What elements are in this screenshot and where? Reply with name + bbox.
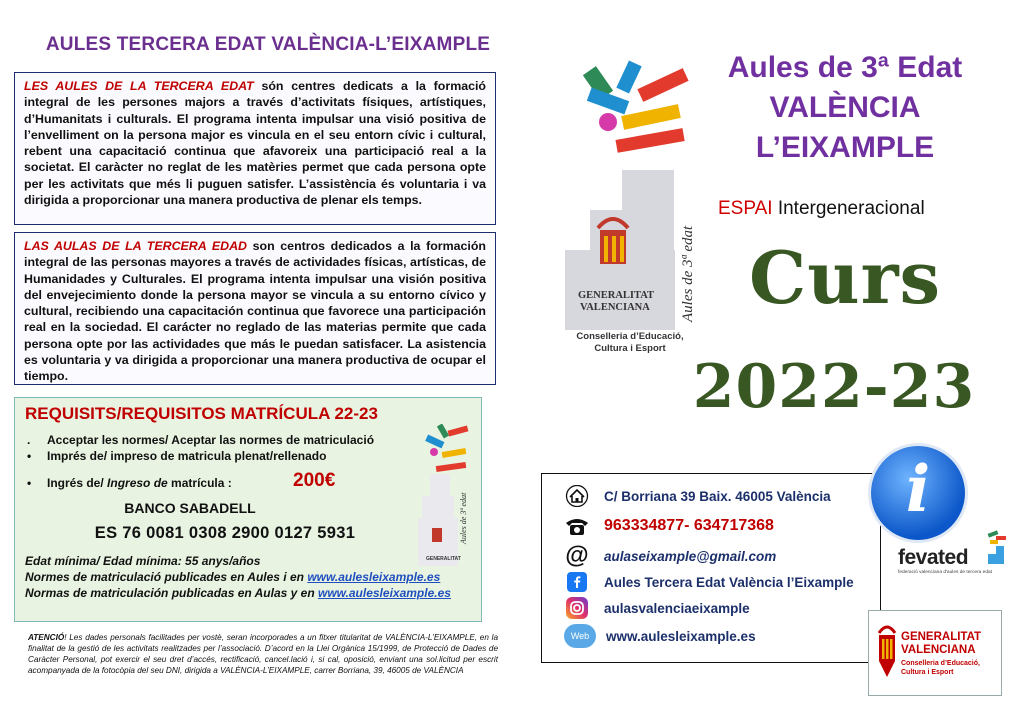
contact-facebook: Aules Tercera Edat València l’Eixample — [564, 570, 854, 594]
website-link[interactable]: www.aulesleixample.es — [307, 570, 441, 584]
fevated-logo: fevated — [898, 546, 969, 569]
heading-line-2: VALÈNCIA — [769, 91, 921, 124]
generalitat-logo-box — [868, 610, 1002, 696]
coat-of-arms-icon — [875, 621, 899, 683]
contact-box — [541, 473, 881, 663]
website-link[interactable]: www.aulesleixample.es — [317, 586, 451, 600]
gv-name: GENERALITAT — [578, 290, 655, 301]
minimum-age: Edat mínima/ Edad mínima: 55 anys/años — [25, 554, 261, 568]
telephone-icon — [564, 514, 590, 538]
contact-instagram: aulasvalenciaeixample — [564, 596, 750, 620]
gv-name-small: GENERALITAT — [426, 556, 461, 562]
page-title: AULES TERCERA EDAT VALÈNCIA-L’EIXAMPLE — [45, 34, 491, 55]
contact-phone: 963334877- 634717368 — [564, 514, 774, 538]
gv-name: VALENCIANA — [580, 302, 650, 313]
espai-intergeneracional: ESPAI Intergeneracional — [718, 198, 925, 219]
facebook-icon — [564, 570, 590, 594]
intro-spanish — [14, 232, 496, 385]
requirements-box — [14, 397, 482, 622]
fee-amount: 200€ — [293, 470, 336, 491]
requirements-title: REQUISITS/REQUISITOS MATRÍCULA 22-23 — [25, 404, 378, 423]
aules-logo-small — [418, 424, 476, 574]
info-icon: i — [871, 446, 965, 540]
main-heading — [700, 48, 990, 168]
list-item: . Acceptar les normes/ Aceptar las normes de matriculació — [27, 433, 375, 447]
generalitat-department: Conselleria d’Educació, Cultura i Esport — [901, 660, 980, 676]
contact-web: Web www.aulesleixample.es — [564, 624, 756, 648]
heading-line-1: Aules de 3ª Edat — [727, 51, 963, 84]
contact-email: @ aulaseixample@gmail.com — [565, 542, 777, 569]
aules-logo — [560, 60, 710, 330]
iban: ES 76 0081 0308 2900 0127 5931 — [94, 524, 356, 542]
at-sign-icon: @ — [565, 542, 589, 569]
heading-line-3: L’EIXAMPLE — [755, 131, 935, 164]
contact-address: C/ Borriana 39 Baix. 46005 València — [564, 484, 831, 508]
fevated-subtitle: federació valenciana d'aules de tercera edat — [898, 570, 992, 575]
norms-valencian: Normes de matriculació publicades en Aules i en www.aulesleixample.es — [25, 570, 441, 584]
intro-valencian — [14, 72, 496, 225]
course-label: Curs — [748, 235, 942, 320]
bank-name: BANCO SABADELL — [124, 500, 256, 516]
fee-line: • Ingrés de/ Ingreso de matrícula : 200€ — [27, 470, 336, 491]
logo-caption: Conselleria d’Educació, Cultura i Esport — [576, 331, 684, 354]
instagram-icon — [564, 596, 590, 620]
intro-body: són centres dedicats a la formació integral de les persones majors a través d’activitats físiques, artístiques, d’Humanitats i culturals. El programa intenta impulsar una visió positiva de l’envelliment on la persona major es vincula en el seu entorn cívic i cultural, rebent una capacitació continua que afavoreix una participació real a la societat. El caràcter no reglat de les matèries permet que cada persona opte per les activitats que més li puguen satisfer. L’assistència és voluntaria i va dirigida a proporcionar una manera productiva de plenar els temps. — [24, 79, 486, 208]
list-item: • Imprés de/ impreso de matricula plenat/rellenado — [27, 449, 327, 463]
home-icon — [564, 484, 590, 508]
privacy-notice: ATENCIÓ! Les dades personals facilitades per vostè, seran incorporades a un fitxer titularitat de VALÈNCIA-L’EIXAMPLE, en la finalitat de la gestió de les activitats realitzades per l’associació. D’acord en la Llei Orgànica 15/1999, de Protecció de Dades de Caràcter Personal, pot exercir el seu dret d’accés, rectificació, cancel.lació i, si cal, oposició, enviant una sol.licitud per escrit acompanyada de la fotocòpia del seu DNI, dirigida a VALÈNCIA-L’EIXAMPLE, carrer Borriana, 39, 46005 de VALÈNCIA — [28, 633, 498, 675]
web-icon: Web — [564, 624, 596, 648]
intro-lead: LES AULES DE LA TERCERA EDAT — [24, 79, 254, 93]
course-year: 2022-23 — [692, 352, 976, 422]
generalitat-name: GENERALITAT VALENCIANA — [901, 631, 982, 656]
norms-spanish: Normas de matriculación publicadas en Aulas y en www.aulesleixample.es — [25, 586, 451, 600]
intro-body: son centros dedicados a la formación integral de las personas mayores a través de actividades físicas, artísticas, de Humanidades y Culturales. El programa intenta impulsar una visión positiva del envejecimiento donde la persona mayor se vincula a su entorno cívico y cultural, recibiendo una capacitación continua que favorece una participación real en la sociedad. El carácter no reglado de las materias permite que cada persona opte por las actividades que más le puedan satisfacer. La asistencia es voluntaria y va dirigida a proporcionar una manera productiva de ocupar el tiempo. — [24, 239, 486, 384]
intro-lead: LAS AULAS DE LA TERCERA EDAD — [24, 239, 247, 253]
fevated-mark-icon — [984, 528, 1010, 568]
logo-vertical-text: Aules de 3ª edat — [680, 225, 696, 322]
logo-vertical-text: Aules de 3ª edat — [459, 492, 468, 544]
